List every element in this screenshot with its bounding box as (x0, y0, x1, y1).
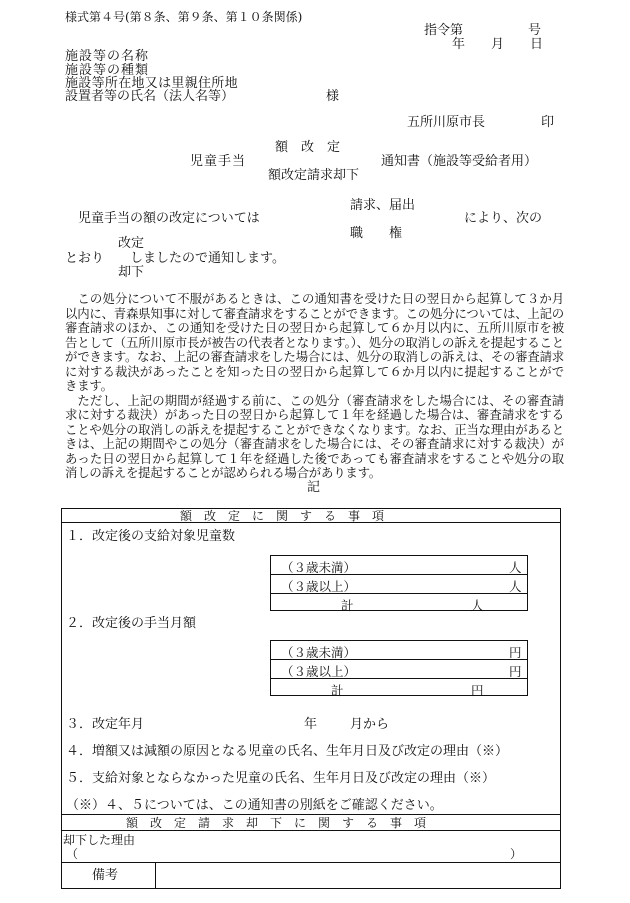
title-option-revision: 額 改 定 (275, 140, 341, 155)
option-request: 請求、届出 (350, 198, 416, 213)
item-3-label: ３．改定年月 (66, 717, 145, 732)
establisher-name-label: 設置者等の氏名（法人名等） (65, 89, 235, 104)
rejection-heading: 額 改 定 請 求 却 下 に 関 す る 事 項 (126, 816, 427, 830)
remarks-label: 備考 (92, 868, 119, 883)
row-unit: 人 (471, 598, 484, 613)
row-label: 計 (331, 683, 344, 698)
option-revised: 改定 (118, 236, 145, 251)
statement-end: しましたので通知します。 (130, 251, 285, 266)
divider (61, 830, 561, 831)
divider (155, 862, 156, 889)
rejection-reason-label: 却下した理由 (63, 833, 136, 847)
date-label: 年 月 日 (452, 37, 544, 52)
table-row (271, 660, 527, 679)
row-label: （３歳未満） (281, 560, 357, 575)
paren-open: （ (66, 847, 79, 861)
divider (61, 862, 561, 863)
facility-type-label: 施設等の種類 (65, 63, 150, 78)
paren-close: ） (510, 847, 523, 861)
row-unit: 人 (509, 579, 522, 594)
monthly-amount-table (270, 640, 528, 696)
title-left: 児童手当 (190, 154, 247, 169)
table-row (271, 641, 527, 660)
statement-lead: 児童手当の額の改定については (78, 211, 260, 226)
row-label: 計 (341, 598, 354, 613)
item-5-label: ５．支給対象とならなかった児童の氏名、生年月日及び改定の理由（※） (66, 771, 496, 786)
item-3-month: 月から (350, 717, 390, 732)
table-row (271, 594, 527, 612)
item-1-label: １．改定後の支給対象児童数 (66, 529, 236, 544)
honorific: 様 (326, 89, 340, 104)
row-unit: 円 (509, 664, 522, 679)
note-line: （※）４、５については、この通知書の別紙をご確認ください。 (66, 798, 443, 813)
item-2-label: ２．改定後の手当月額 (66, 616, 197, 631)
row-unit: 円 (471, 683, 484, 698)
statement-tail: により、次の (464, 211, 543, 226)
seal-mark: 印 (541, 115, 555, 130)
row-unit: 人 (509, 560, 522, 575)
row-label: （３歳以上） (281, 579, 357, 594)
title-option-rejection: 額改定請求却下 (268, 168, 360, 183)
statement-toori: とおり (65, 251, 105, 266)
issuer-mayor: 五所川原市長 (407, 115, 486, 130)
appeal-paragraph-1: この処分について不服があるときは、この通知書を受けた日の翌日から起算して３か月以内に、青森県知事に対して審査請求をすることができます。この処分については、上記の審査請求のほか、この通知を受けた日の翌日から起算して６か月以内に、五所川原市を被告として（五所川原市長が被告の代表者となります。）、処分の取消しの訴えを提起することができます。なお、上記の審査請求をした場合には、処分の取消しの訴えは、その審査請求に対する裁決があったことを知った日の翌日から起算して６か月以内に提起することができます。 (65, 291, 564, 393)
item-4-label: ４．増額又は減額の原因となる児童の氏名、生年月日及び改定の理由（※） (66, 744, 509, 759)
facility-address-label: 施設等所在地又は里親住所地 (65, 76, 238, 91)
title-right: 通知書（施設等受給者用） (381, 154, 538, 169)
table-row (271, 679, 527, 697)
divider (61, 814, 561, 815)
children-count-table (270, 555, 528, 611)
item-3-year: 年 (304, 717, 318, 732)
form-reference: 様式第４号(第８条、第９条、第１０条関係) (65, 10, 303, 24)
facility-name-label: 施設等の名称 (65, 49, 150, 64)
row-label: （３歳未満） (281, 645, 357, 660)
appeal-notice (65, 292, 564, 481)
document-number-label: 指令第 号 (424, 23, 542, 38)
option-ex-officio: 職 権 (350, 226, 403, 241)
revision-heading: 額 改 定 に 関 す る 事 項 (180, 509, 385, 523)
option-rejected: 却下 (118, 265, 145, 280)
ki-mark: 記 (307, 480, 321, 495)
appeal-paragraph-2: ただし、上記の期間が経過する前に、この処分（審査請求をした場合には、その審査請求に対する裁決）があった日の翌日から起算して１年を経過した場合は、審査請求をすることや処分の取消しの訴えを提起することができなくなります。なお、正当な理由があるときは、上記の期間やこの処分（審査請求をした場合には、その審査請求に対する裁決）があった日の翌日から起算して１年を経過した後であっても審査請求をすることや処分の取消しの訴えを提起することが認められる場合があります。 (65, 392, 564, 480)
table-row (271, 556, 527, 575)
table-row (271, 575, 527, 594)
row-unit: 円 (509, 645, 522, 660)
row-label: （３歳以上） (281, 664, 357, 679)
